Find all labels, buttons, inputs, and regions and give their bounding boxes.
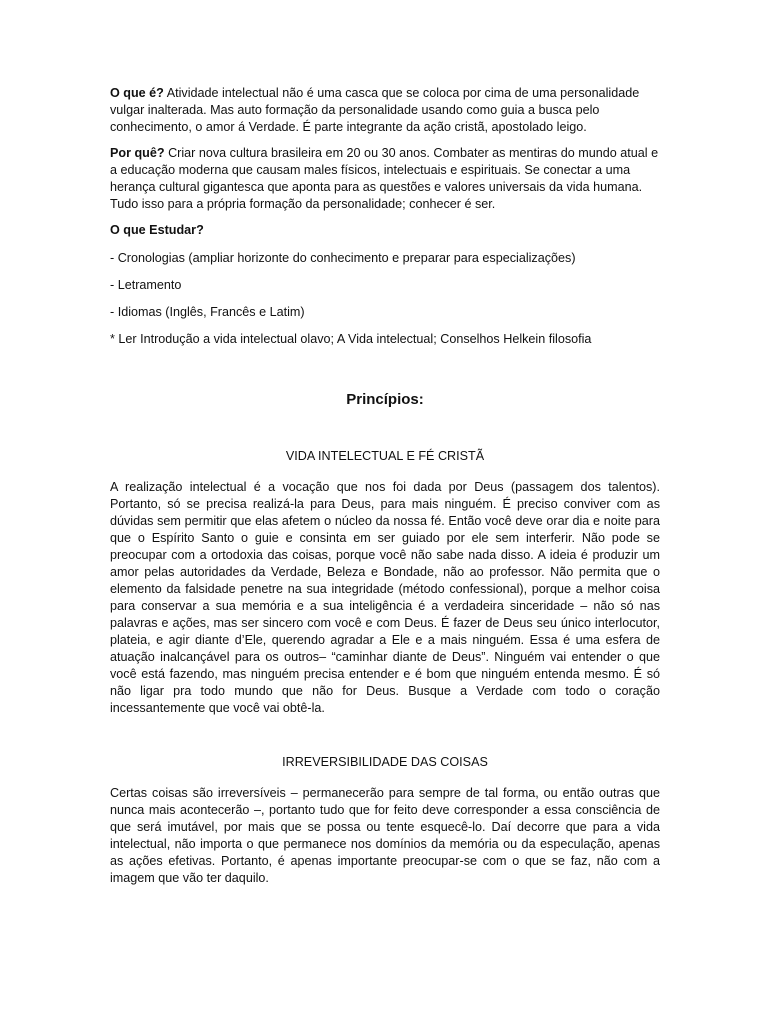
section-body: Certas coisas são irreversíveis – permanecerão para sempre de tal forma, ou então outras que nunca mais acontecerão –, portanto tudo que for feito deve corresponder a essa consciência de que será imutável, por mais que se possa ou tente esquecê-lo. Daí decorre que para a vida intelectual, não importa o que permanece nos domínios da memória ou da especulação, apenas as ações efetivas. Portanto, é apenas importante preocupar-se com o que se faz, não com a imagem que vão ter daquilo.	[110, 786, 660, 885]
what-to-study-heading	[110, 222, 660, 239]
document-page	[110, 85, 660, 896]
why-paragraph	[110, 145, 660, 213]
list-item: * Ler Introdução a vida intelectual olavo; A Vida intelectual; Conselhos Helkein filosofia	[110, 332, 592, 346]
list-item: - Letramento	[110, 278, 182, 292]
principles-heading: Princípios:	[346, 391, 424, 408]
list-item: - Cronologias (ampliar horizonte do conhecimento e preparar para especializações)	[110, 251, 576, 265]
section-title: IRREVERSIBILIDADE DAS COISAS	[282, 755, 488, 769]
section-title: VIDA INTELECTUAL E FÉ CRISTÃ	[285, 449, 485, 463]
list-item: - Idiomas (Inglês, Francês e Latim)	[110, 305, 305, 319]
what-is-text: Atividade intelectual não é uma casca que se coloca por cima de uma personalidade vulgar inalterada. Mas auto formação da personalidade usando como guia a busca pelo conhecimento, o amor á Verdade. É parte integrante da ação cristã, apostolado leigo.	[110, 86, 640, 134]
study-list	[110, 250, 660, 348]
section-body: A realização intelectual é a vocação que nos foi dada por Deus (passagem dos talentos). Portanto, só se precisa realizá-la para Deus, para mais ninguém. É preciso conviver com as dúvidas sem permitir que elas afetem o núcleo da nossa fé. Então você deve orar dia e noite para que o Espírito Santo o guie e consinta em ser guiado por ele sem interferir. Não pode se preocupar com a ortodoxia das coisas, porque você não sabe nada disso. A ideia é produzir um amor pelas autoridades da Verdade, Beleza e Bondade, não ao professor. Não permita que o elemento da falsidade penetre na sua integridade (método confessional), porque a melhor coisa para conservar a sua memória e a sua inteligência é a verdadeira sinceridade – não só nas palavras e ações, mas ser sincero com você e com Deus. É fazer de Deus seu único interlocutor, plateia, e agir diante d’Ele, querendo agradar a Ele e a mais ninguém. Essa é uma esfera de atuação inalcançável para os outros– “caminhar diante de Deus”. Ninguém vai entender o que você está fazendo, mas ninguém precisa entender e é bom que ninguém entenda mesmo. É só não ligar pra todo mundo que não for Deus. Busque a Verdade com todo o coração incessantemente que você vai obtê-la.	[110, 480, 660, 715]
why-text: Criar nova cultura brasileira em 20 ou 30 anos. Combater as mentiras do mundo atual e a educação moderna que causam males físicos, intelectuais e espirituais. Se conectar a uma herança cultural gigantesca que aponta para as questões e valores universais da vida humana. Tudo isso para a própria formação da personalidade; conhecer é ser.	[110, 146, 659, 211]
why-label: Por quê?	[110, 146, 165, 160]
what-to-study-label: O que Estudar?	[110, 223, 204, 237]
what-is-label: O que é?	[110, 86, 164, 100]
what-is-paragraph	[110, 85, 660, 136]
